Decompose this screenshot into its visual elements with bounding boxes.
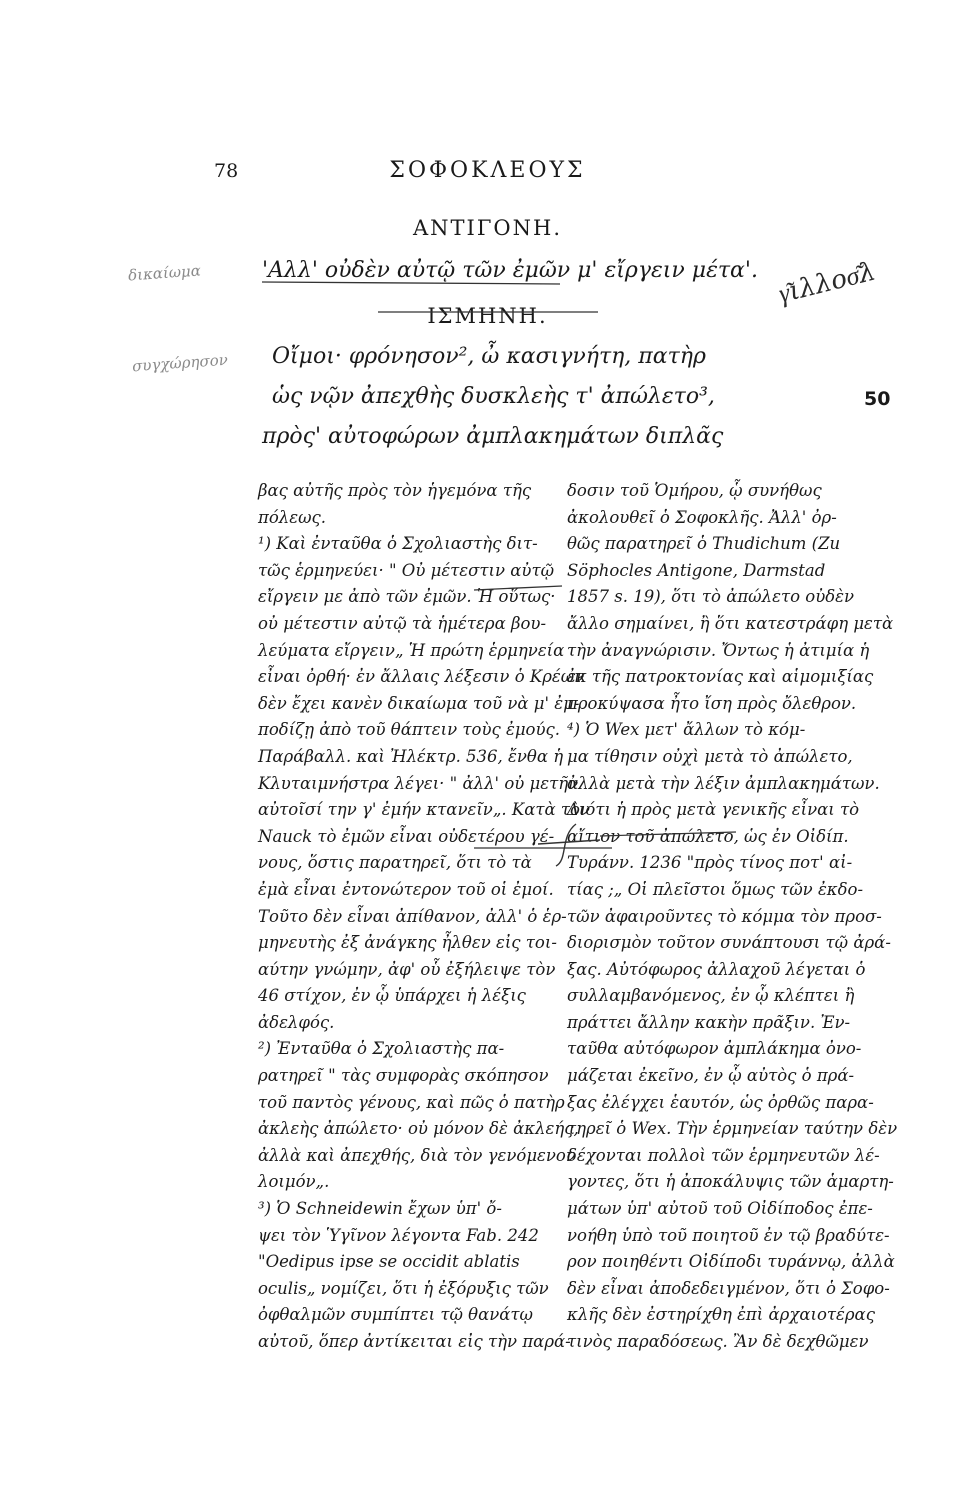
note-line: μάζεται ἐκεῖνο, ἐν ᾧ αὐτὸς ὁ πρά- xyxy=(567,1066,855,1086)
note-line: λεύματα εἴργειν„ Ἡ πρώτη ἑρμηνεία xyxy=(258,640,565,660)
note-line: 46 στίχον, ἐν ᾧ ὑπάρχει ἡ λέξις xyxy=(258,986,526,1006)
note-line: "Oedipus ipse se occidit ablatis xyxy=(258,1252,520,1272)
verse-line-antigone: 'Αλλ' οὐδὲν αὐτῷ τῶν ἐμῶν μ' εἴργειν μέτα'. xyxy=(262,258,758,283)
note-line: ἀκλεὴς ἀπώλετο· οὐ μόνον δὲ ἀκλεής, xyxy=(258,1119,579,1139)
note-line: ἀλλὰ καὶ ἀπεχθής, διὰ τὸν γενόμενον xyxy=(258,1145,576,1165)
running-head: ΣΟΦΟΚΛΕΟΥΣ xyxy=(389,158,586,183)
note-line: ὀφθαλμῶν συμπίπτει τῷ θανάτῳ xyxy=(258,1305,534,1325)
verse-line-2: ὡς νῷν ἀπεχθὴς δυσκλεὴς τ' ἀπώλετο³, xyxy=(272,384,715,409)
note-line: νοήθη ὑπὸ τοῦ ποιητοῦ ἐν τῷ βραδύτε- xyxy=(567,1225,890,1245)
note-line: ἐκ τῆς πατροκτονίας καὶ αἱμομιξίας xyxy=(567,667,874,687)
note-line: ταῦθα αὐτόφωρον ἀμπλάκημα ὀνο- xyxy=(567,1039,862,1059)
note-line: τίας ;„ Οἱ πλεῖστοι ὅμως τῶν ἐκδο- xyxy=(567,879,864,899)
note-line: τῶς ἑρμηνεύει· " Οὐ μέτεστιν αὐτῷ xyxy=(258,560,555,580)
note-line: θῶς παρατηρεῖ ὁ Thudichum (Zu xyxy=(567,534,841,554)
note-line: Τυράνν. 1236 "πρὸς τίνος ποτ' αἰ- xyxy=(567,853,853,873)
note-line: Κλυταιμνήστρα λέγει· " ἀλλ' οὐ μετῆν xyxy=(258,773,579,793)
note-line: ποδίζῃ ἀπὸ τοῦ θάπτειν τοὺς ἐμούς. xyxy=(258,720,561,740)
note-line: λοιμόν„. xyxy=(258,1172,330,1192)
note-line: συλλαμβανόμενος, ἐν ᾧ κλέπτει ἢ xyxy=(567,986,855,1006)
note-line: εἴργειν με ἀπὸ τῶν ἐμῶν. Ἡ οὕτως· xyxy=(258,587,556,607)
margin-note-left-2: συγχώρησον xyxy=(131,350,229,376)
note-line: τινὸς παραδόσεως. Ἂν δὲ δεχθῶμεν xyxy=(567,1332,869,1351)
note-line: ρον ποιηθέντι Οἰδίποδι τυράννῳ, ἀλλὰ xyxy=(567,1252,895,1272)
note-line: βας αὐτῆς πρὸς τὸν ἡγεμόνα τῆς xyxy=(258,481,532,500)
note-line: αἴτιον τοῦ ἀπώλετο, ὡς ἐν Οἰδίπ. xyxy=(567,826,849,846)
note-line: Διότι ἡ πρὸς μετὰ γενικῆς εἶναι τὸ xyxy=(567,800,860,820)
note-line: ἀλλὰ μετὰ τὴν λέξιν ἀμπλακημάτων. xyxy=(567,773,880,793)
note-line: μηνευτὴς ἐξ ἀνάγκης ἦλθεν εἰς τοι- xyxy=(258,933,557,953)
note-line: αύτην γνώμην, ἀφ' οὗ ἐξήλειψε τὸν xyxy=(258,959,556,979)
note-line: μα τίθησιν οὐχὶ μετὰ τὸ ἀπώλετο, xyxy=(567,746,853,766)
notes-column-left xyxy=(258,478,590,1356)
note-line: πράττει ἄλλην κακὴν πρᾶξιν. Ἐν- xyxy=(567,1012,851,1032)
note-line: νους, ὅστις παρατηρεῖ, ὅτι τὸ τὰ xyxy=(258,853,532,873)
note-line: ἐμὰ εἶναι ἐντονώτερον τοῦ οἱ ἐμοί. xyxy=(258,879,554,899)
margin-note-left-1: δικαίωμα xyxy=(127,261,202,285)
note-line: κλῆς δὲν ἐστηρίχθη ἐπὶ ἀρχαιοτέρας xyxy=(567,1305,875,1325)
note-line: τηρεῖ ὁ Wex. Τὴν ἑρμηνείαν ταύτην δὲν xyxy=(567,1119,898,1139)
note-line: διορισμὸν τοῦτον συνάπτουσι τῷ ἀρά- xyxy=(567,933,891,953)
note-line: ρατηρεῖ " τὰς συμφορὰς σκόπησον xyxy=(258,1066,549,1086)
note-line: δὲν ἔχει κανὲν δικαίωμα τοῦ νὰ μ' ἐμ- xyxy=(258,693,580,713)
note-line: Παράβαλλ. καὶ Ἠλέκτρ. 536, ἔνθα ἡ xyxy=(258,746,564,766)
note-line: τὴν ἀναγνώρισιν. Ὄντως ἡ ἀτιμία ἡ xyxy=(567,640,870,660)
note-line: δέχονται πολλοὶ τῶν ἑρμηνευτῶν λέ- xyxy=(567,1145,880,1165)
note-line: αὐτοῖσί την γ' ἐμήν κτανεῖν„. Κατὰ τὸν xyxy=(258,800,590,820)
speaker-antigone: ΑΝΤΙΓΟΝΗ. xyxy=(413,216,562,240)
speaker-ismene: ΙΣΜΗΝΗ. xyxy=(427,304,548,328)
margin-scribble-right: γ͂ιλλοσ͂λ xyxy=(775,256,879,310)
note-line: ⁴) Ὁ Wex μετ' ἄλλων τὸ κόμ- xyxy=(567,720,806,740)
note-line: δὲν εἶναι ἀποδεδειγμένον, ὅτι ὁ Σοφο- xyxy=(567,1278,890,1298)
note-line: τῶν ἀφαιροῦντες τὸ κόμμα τὸν προσ- xyxy=(567,906,882,926)
note-line: αὐτοῦ, ὅπερ ἀντίκειται εἰς τὴν παρά- xyxy=(258,1332,571,1351)
note-line: πόλεως. xyxy=(258,507,327,527)
note-line: εἶναι ὀρθή· ἐν ἄλλαις λέξεσιν ὁ Κρέων xyxy=(258,667,585,687)
note-line: ἀκολουθεῖ ὁ Σοφοκλῆς. Ἀλλ' ὀρ- xyxy=(567,507,837,527)
note-line: ἄλλο σημαίνει, ἢ ὅτι κατεστράφη μετὰ xyxy=(567,613,894,633)
note-line: ³) Ὁ Schneidewin ἔχων ὑπ' ὄ- xyxy=(258,1199,502,1219)
note-line: Söphocles Antigone, Darmstad xyxy=(567,560,826,580)
note-line: ²) Ἐνταῦθα ὁ Σχολιαστὴς πα- xyxy=(258,1039,505,1059)
verse-line-1: Οἴμοι· φρόνησον², ὦ κασιγνήτη, πατὴρ xyxy=(272,344,706,369)
notes-column-right xyxy=(567,478,897,1356)
note-line: μάτων ὑπ' αὐτοῦ τοῦ Οἰδίποδος ἐπε- xyxy=(567,1199,873,1219)
note-line: δοσιν τοῦ Ὁμήρου, ᾧ συνήθως xyxy=(567,481,822,500)
page-number: 78 xyxy=(214,160,239,182)
note-line: τοῦ παντὸς γένους, καὶ πῶς ὁ πατὴρ xyxy=(258,1092,565,1112)
note-line: ¹) Καὶ ἐνταῦθα ὁ Σχολιαστὴς διτ- xyxy=(258,534,538,554)
note-line: ξας ἐλέγχει ἑαυτόν, ὡς ὀρθῶς παρα- xyxy=(567,1092,874,1112)
note-line: Nauck τὸ ἐμῶν εἶναι οὐδετέρου γέ- xyxy=(258,826,555,846)
note-line: γοντες, ὅτι ἡ ἀποκάλυψις τῶν ἁμαρτη- xyxy=(567,1172,894,1192)
note-line: ξας. Αὐτόφωρος ἀλλαχοῦ λέγεται ὁ xyxy=(567,959,866,979)
note-line: 1857 s. 19), ὅτι τὸ ἀπώλετο οὐδὲν xyxy=(567,587,855,607)
note-line: Τοῦτο δὲν εἶναι ἀπίθανον, ἀλλ' ὁ ἑρ- xyxy=(258,906,567,926)
note-line: ψει τὸν Ὑγῖνον λέγοντα Fab. 242 xyxy=(258,1225,539,1245)
note-line: προκύψασα ἦτο ἴση πρὸς ὄλεθρον. xyxy=(567,693,857,713)
note-line: οὐ μέτεστιν αὐτῷ τὰ ἡμέτερα βου- xyxy=(258,613,547,633)
note-line: ἀδελφός. xyxy=(258,1012,335,1032)
note-line: oculis„ νομίζει, ὅτι ἡ ἐξόρυξις τῶν xyxy=(258,1278,549,1298)
verse-line-number: 50 xyxy=(864,388,891,410)
verse-line-3: πρὸς' αὐτοφώρων ἀμπλακημάτων διπλᾶς xyxy=(262,424,724,449)
